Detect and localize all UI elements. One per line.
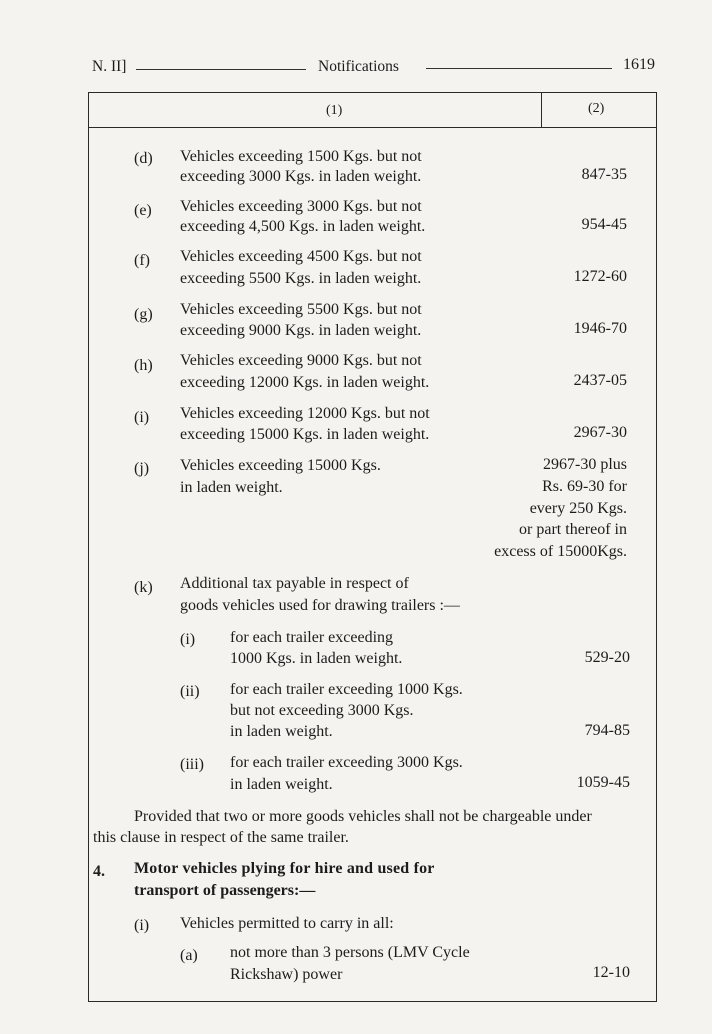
subitem-label: (a)	[180, 947, 198, 964]
proviso-text: Provided that two or more goods vehicles shall not be chargeable under	[134, 808, 592, 825]
row-label: (j)	[134, 460, 150, 477]
row-text: exceeding 5500 Kgs. in laden weight.	[180, 270, 422, 287]
row-text: goods vehicles used for drawing trailers :—	[180, 597, 460, 614]
row-text: exceeding 9000 Kgs. in laden weight.	[180, 322, 422, 339]
row-value: 2967-30	[573, 424, 627, 441]
header-rule-right	[426, 68, 612, 69]
subrow-text: 1000 Kgs. in laden weight.	[230, 650, 403, 667]
column-2-header: (2)	[588, 101, 605, 116]
row-text: exceeding 15000 Kgs. in laden weight.	[180, 426, 430, 443]
row-text: Vehicles exceeding 4500 Kgs. but not	[180, 248, 422, 265]
subitem-text: not more than 3 persons (LMV Cycle	[230, 944, 470, 961]
row-value: 954-45	[581, 216, 627, 233]
row-text: exceeding 3000 Kgs. in laden weight.	[180, 168, 422, 185]
subrow-text: for each trailer exceeding	[230, 629, 394, 646]
row-text: Vehicles exceeding 3000 Kgs. but not	[180, 198, 422, 215]
subrow-label: (iii)	[180, 756, 204, 773]
item-label: (i)	[134, 917, 150, 934]
row-label: (g)	[134, 306, 153, 323]
row-text: exceeding 12000 Kgs. in laden weight.	[180, 374, 430, 391]
row-label: (i)	[134, 409, 150, 426]
item-text: Vehicles permitted to carry in all:	[180, 915, 394, 932]
row-value: 1272-60	[573, 268, 627, 285]
row-value: 2437-05	[573, 372, 627, 389]
row-label: (f)	[134, 252, 150, 269]
subrow-text: in laden weight.	[230, 723, 333, 740]
row-value: 1946-70	[573, 320, 627, 337]
row-value: excess of 15000Kgs.	[494, 543, 627, 560]
subrow-value: 529-20	[584, 649, 630, 666]
row-text: exceeding 4,500 Kgs. in laden weight.	[180, 218, 426, 235]
subrow-text: for each trailer exceeding 3000 Kgs.	[230, 754, 463, 771]
row-value: 847-35	[581, 166, 627, 183]
page-number: 1619	[623, 56, 655, 73]
row-label: (e)	[134, 202, 152, 219]
section-reference: N. II]	[92, 58, 127, 75]
row-label: (d)	[134, 150, 153, 167]
column-header-row	[89, 93, 656, 128]
subrow-label: (i)	[180, 631, 196, 648]
row-value: 2967-30 plus	[543, 456, 627, 473]
subitem-text: Rickshaw) power	[230, 966, 343, 983]
subrow-text: but not exceeding 3000 Kgs.	[230, 702, 414, 719]
section-heading: transport of passengers:—	[134, 882, 316, 899]
subrow-label: (ii)	[180, 683, 200, 700]
row-text: Vehicles exceeding 12000 Kgs. but not	[180, 405, 430, 422]
row-text: Vehicles exceeding 5500 Kgs. but not	[180, 301, 422, 318]
subrow-text: for each trailer exceeding 1000 Kgs.	[230, 681, 463, 698]
row-text: Additional tax payable in respect of	[180, 575, 409, 592]
section-number: 4.	[93, 863, 105, 880]
subitem-value: 12-10	[592, 964, 630, 981]
section-heading: Motor vehicles plying for hire and used for	[134, 860, 435, 877]
row-value: or part thereof in	[519, 521, 627, 538]
page-header	[92, 56, 655, 80]
row-text: Vehicles exceeding 9000 Kgs. but not	[180, 352, 422, 369]
row-text: Vehicles exceeding 15000 Kgs.	[180, 457, 381, 474]
proviso-text: this clause in respect of the same trailer.	[93, 829, 349, 846]
subrow-text: in laden weight.	[230, 776, 333, 793]
row-text: Vehicles exceeding 1500 Kgs. but not	[180, 148, 422, 165]
row-label: (h)	[134, 357, 153, 374]
subrow-value: 1059-45	[576, 774, 630, 791]
column-1-header: (1)	[326, 103, 343, 118]
header-rule-left	[136, 69, 306, 70]
subrow-value: 794-85	[584, 722, 630, 739]
row-text: in laden weight.	[180, 479, 283, 496]
column-divider	[541, 93, 542, 127]
header-title: Notifications	[318, 58, 399, 75]
row-value: every 250 Kgs.	[529, 500, 627, 517]
row-value: Rs. 69-30 for	[542, 478, 627, 495]
row-label: (k)	[134, 579, 153, 596]
